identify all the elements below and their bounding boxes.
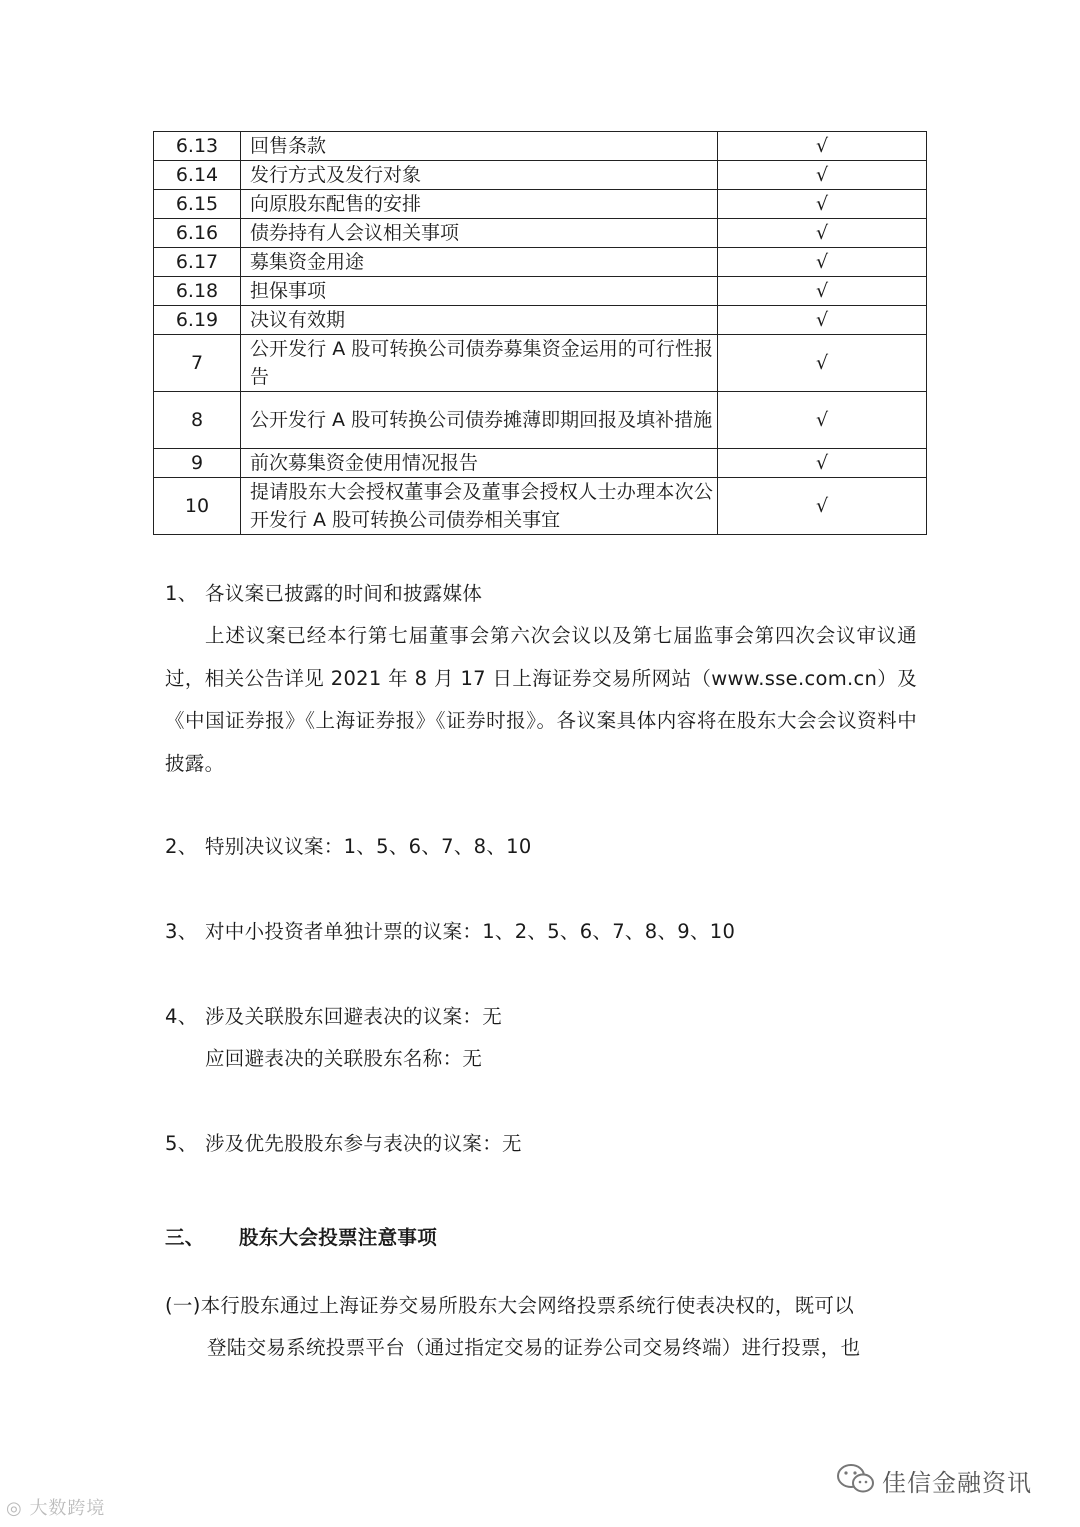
table-row bbox=[154, 132, 927, 161]
check-mark: √ bbox=[718, 306, 927, 335]
table-row bbox=[154, 219, 927, 248]
note-2 bbox=[165, 831, 532, 859]
check-mark: √ bbox=[718, 335, 927, 392]
table-row bbox=[154, 392, 927, 449]
wechat-icon bbox=[836, 1462, 876, 1496]
motion-name: 担保事项 bbox=[241, 277, 718, 306]
check-mark: √ bbox=[718, 449, 927, 478]
motion-number: 6.14 bbox=[154, 161, 241, 190]
motion-number: 6.15 bbox=[154, 190, 241, 219]
motion-name: 发行方式及发行对象 bbox=[241, 161, 718, 190]
section-heading bbox=[165, 1222, 437, 1250]
motion-name: 回售条款 bbox=[241, 132, 718, 161]
note-3 bbox=[165, 916, 735, 944]
section-number: 三、 bbox=[165, 1226, 205, 1249]
note-text: 涉及关联股东回避表决的议案：无 bbox=[205, 1005, 503, 1028]
disclosure-paragraph: 上述议案已经本行第七届董事会第六次会议以及第七届监事会第四次会议审议通过，相关公告详见 2021 年 8 月 17 日上海证券交易所网站（www.sse.com.cn）及《中国证券报》《上海证券报》《证券时报》。各议案具体内容将在股东大会会议资料中披露。 bbox=[165, 624, 917, 776]
motion-name: 公开发行 A 股可转换公司债券摊薄即期回报及填补措施 bbox=[241, 392, 718, 449]
motion-number: 6.16 bbox=[154, 219, 241, 248]
check-mark: √ bbox=[718, 219, 927, 248]
item-1-line-1 bbox=[165, 1290, 854, 1318]
watermark-left-text: 大数跨境 bbox=[29, 1498, 106, 1519]
table-row bbox=[154, 478, 927, 535]
item-number: (一) bbox=[165, 1294, 201, 1317]
motion-name: 债券持有人会议相关事项 bbox=[241, 219, 718, 248]
note-number: 4、 bbox=[165, 1005, 198, 1028]
note-text: 对中小投资者单独计票的议案：1、2、5、6、7、8、9、10 bbox=[205, 920, 736, 943]
motion-number: 6.19 bbox=[154, 306, 241, 335]
table-row bbox=[154, 335, 927, 392]
note-number: 2、 bbox=[165, 835, 198, 858]
motions-table bbox=[153, 131, 927, 535]
note-number: 1、 bbox=[165, 582, 198, 605]
note-1 bbox=[165, 578, 482, 606]
table-row bbox=[154, 306, 927, 335]
motion-name: 募集资金用途 bbox=[241, 248, 718, 277]
check-mark: √ bbox=[718, 392, 927, 449]
item-1-line-2: 登陆交易系统投票平台（通过指定交易的证券公司交易终端）进行投票，也 bbox=[207, 1336, 861, 1359]
note-number: 5、 bbox=[165, 1132, 198, 1155]
check-mark: √ bbox=[718, 248, 927, 277]
check-mark: √ bbox=[718, 132, 927, 161]
motion-name: 向原股东配售的安排 bbox=[241, 190, 718, 219]
table-row bbox=[154, 190, 927, 219]
motion-name: 决议有效期 bbox=[241, 306, 718, 335]
check-mark: √ bbox=[718, 190, 927, 219]
motion-number: 7 bbox=[154, 335, 241, 392]
table-row bbox=[154, 161, 927, 190]
watermark-logo-icon: ◎ bbox=[6, 1498, 30, 1519]
section-title: 股东大会投票注意事项 bbox=[239, 1226, 438, 1249]
check-mark: √ bbox=[718, 277, 927, 306]
motion-number: 9 bbox=[154, 449, 241, 478]
motion-name: 公开发行 A 股可转换公司债券募集资金运用的可行性报告 bbox=[241, 335, 718, 392]
motion-number: 10 bbox=[154, 478, 241, 535]
table-row bbox=[154, 449, 927, 478]
motion-name: 前次募集资金使用情况报告 bbox=[241, 449, 718, 478]
note-text: 特别决议议案：1、5、6、7、8、10 bbox=[205, 835, 532, 858]
note-4 bbox=[165, 1001, 502, 1029]
note-number: 3、 bbox=[165, 920, 198, 943]
table-row bbox=[154, 277, 927, 306]
motion-number: 6.13 bbox=[154, 132, 241, 161]
note-text: 涉及优先股股东参与表决的议案：无 bbox=[205, 1132, 522, 1155]
watermark-left bbox=[6, 1494, 105, 1520]
watermark-right: 佳信金融资讯 bbox=[882, 1469, 1032, 1497]
note-4-sub: 应回避表决的关联股东名称：无 bbox=[205, 1047, 483, 1070]
check-mark: √ bbox=[718, 161, 927, 190]
note-5 bbox=[165, 1128, 522, 1156]
item-text: 本行股东通过上海证券交易所股东大会网络投票系统行使表决权的，既可以 bbox=[200, 1294, 855, 1317]
motion-name: 提请股东大会授权董事会及董事会授权人士办理本次公开发行 A 股可转换公司债券相关事宜 bbox=[241, 478, 718, 535]
table-row bbox=[154, 248, 927, 277]
check-mark: √ bbox=[718, 478, 927, 535]
motion-number: 8 bbox=[154, 392, 241, 449]
motion-number: 6.17 bbox=[154, 248, 241, 277]
motion-number: 6.18 bbox=[154, 277, 241, 306]
note-title: 各议案已披露的时间和披露媒体 bbox=[205, 582, 483, 605]
